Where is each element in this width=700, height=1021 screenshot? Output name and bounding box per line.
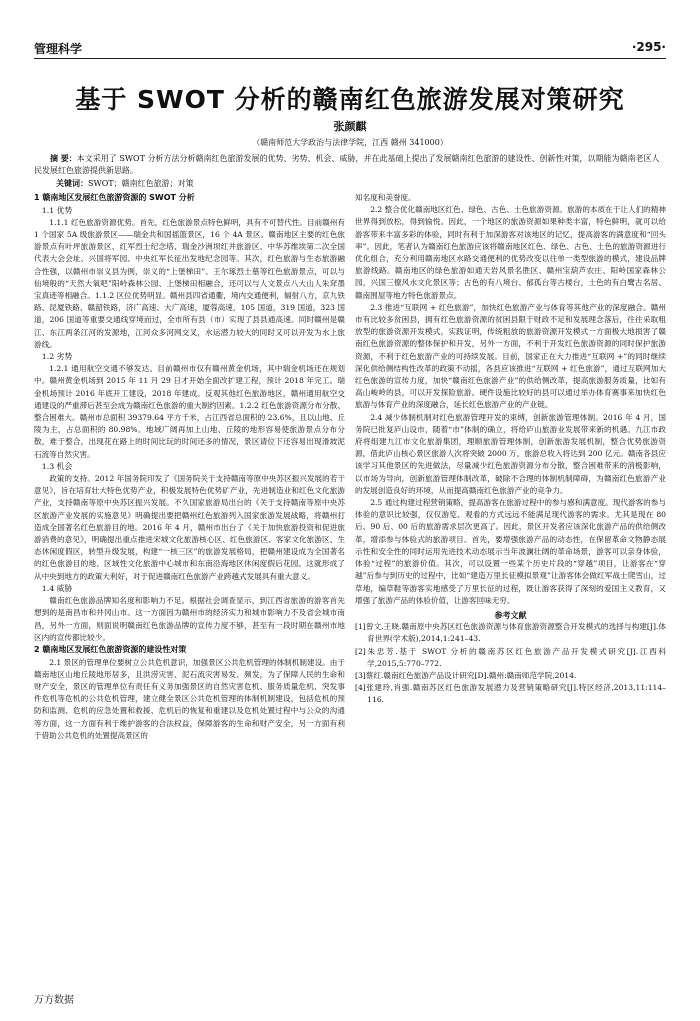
subsection-heading: 1.1 优势 (41, 205, 73, 215)
reference-item (355, 646, 666, 670)
reference-text: 曾文,王晓.赣南原中央苏区红色旅游资源与体育旅游资源整合开发模式的选择与构建[J].体育世界(学术版),2014,1:241–43. (365, 622, 666, 644)
abstract (34, 152, 666, 177)
author-name: 张颜麒 (333, 120, 367, 133)
references-heading: 参考文献 (494, 609, 527, 620)
reference-text: 朱忠芳.基于 SWOT 分析的赣南苏区红色旅游产品开发模式研究[J].江西科学,2015,5:770–772. (365, 646, 666, 668)
page-number: ·295· (631, 40, 666, 54)
reference-text: 蔡红.赣南红色旅游产品设计研究[D].赣州:赣南师范学院,2014. (365, 670, 577, 680)
keywords (56, 178, 194, 189)
keywords-label: 关键词： (56, 178, 88, 188)
section-heading: 2 赣南地区发展红色旅游资源的建设性对策 (34, 644, 187, 654)
keywords-text: SWOT；赣南红色旅游；对策 (88, 179, 194, 188)
article-title: 基于 SWOT 分析的赣南红色旅游发展对策研究 (75, 85, 625, 114)
author-affiliation: （赣南师范大学政治与法律学院，江西 赣州 341000） (252, 138, 448, 147)
subsection-heading: 1.2 劣势 (41, 352, 73, 362)
abstract-text: 本文采用了 SWOT 分析方法分析赣南红色旅游发展的优势、劣势、机会、威胁，并在此基础上提出了发展赣南红色旅游的建设性、创新性对策，以期能为赣南老区人民发展红色旅游提供新思路。 (34, 154, 660, 175)
reference-index: [3] (355, 670, 366, 680)
body-paragraph: 2.3 推进“互联网 + 红色旅游”，加快红色旅游产业与体育等其他产业的深度融合。赣州市有比较多贫困县，拥有红色旅游资源的贫困县限于财政不足和发展理念落后，往往采取粗放型的旅游资源开发模式，实践证明，传统粗放的旅游资源开发模式一方面极大地损害了赣南红色旅游资源的整体保护和开发，另外一方面，不利于开发红色旅游资源的同时保护旅游资源，不利于红色旅游产业的可持续发展。目前，国家正在大力推进“互联网 +”的同时继续深化供给侧结构性改革的政策不动摇，各县应该推进“互联网 + 红色旅游”，通过互联网加大红色旅游的宣传力度，加快“赣南红色旅游产业”的供给侧改革，提高旅游服务质量，比如有高山峻岭的县，可以开发探险旅游。硬件设施比较好的县可以通过举办体育赛事来加快红色旅游与体育产业的深度融合，延长红色旅游产业的产业链。 (355, 302, 666, 410)
running-header (34, 40, 666, 59)
body-paragraph: 2.4 减少体制机制对红色旅游管理开发的束缚，创新旅游管理体制。2016 年 4 月，国务院已批复庐山设市，随着“市”体制的确立，将给庐山旅游业发展带来新的机遇。九江市政府将组建九江市文化旅游集团，理顺旅游管理体制，创新旅游发展机制，整合优势旅游资源，借此庐山核心景区旅游人次将突破 2000 万，旅游总收入将达到 200 亿元。赣南各县应该学习其他景区的先进做法，尽量减少红色旅游资源分布分散，整合困难带来的消极影响，以市场为导向，创新旅游管理体制改革，破除不合理的体制机制障碍，为赣南红色旅游产业的发展创造良好的环境，从而提高赣南红色旅游产业的竞争力。 (355, 412, 666, 495)
body-paragraph: 1.1.1 红色旅游资源优势。首先，红色旅游景点特色鲜明，具有不可替代性。目前赣州有 1 个国家 5A 级旅游景区——瑞金共和国摇篮景区，16 个 4A 景区。赣南地区主要的红色旅游景点有叶坪旅游景区、红军烈士纪念塔、瑞金沙洲坝红井旅游区、中华苏维埃第二次全国代表大会会址、兴国将军园、中央红军长征出发地纪念园等。其次，红色旅游与生态旅游融合性强，以赣州市崇义县为例，崇义的“上堡梯田”、王尔琢烈士墓等红色旅游景点，可以与仙境般的“天然大氧吧”阳岭森林公园、上堡梯田相融合，还可以与人文景点八大山人朱耷墨宝真迹等相融合。1.1.2 区位优势明显。赣州县四省通衢，境内交通便利，辐射八方，京九铁路、昆厦铁路、赣韶铁路，济广高速、大广高速，厦蓉高速，105 国道，319 国道，323 国道，206 国道等重要交通线穿境而过，全市所有县（市）实现了县县通高速。同时赣州是赣江、东江两条江河的发源地，江河众多河网交叉，水运潜力较大的同时又可以开发为水上旅游线。 (34, 217, 345, 349)
subsection-heading: 1.4 威胁 (41, 583, 73, 593)
abstract-label: 摘 要： (50, 153, 77, 163)
body-paragraph: 知名度和美誉度。 (355, 193, 416, 202)
reference-item (355, 621, 666, 645)
body-paragraph: 2.5 通过构建过程营销策略，提高游客在旅游过程中的参与感和满意度。现代游客的参与体验的意识比较强，仅仅游览、观看的方式远远不能满足现代游客的需求。尤其是现在 80 后、90 后、00 后的旅游需求层次更高了。因此，景区开发者应该深化旅游产品的供给侧改革，增添参与体验式的旅游项目。首先，要增强旅游产品的动态性，在保留革命文物静态展示性和安全性的同时运用先进技术动态展示当年波澜壮阔的革命场景，游客可以亲身体验，体验“过程”的旅游价值。其次，可以设置一些某个历史片段的“穿越”项目，让游客在“穿越”后参与到历史的过程中，比如“建造万里长征模拟景观”让游客体会做红军战士爬雪山，过草地，编草鞋等游客实地感受了万里长征的过程，既让游客获得了深刻的爱国主义教育，又增强了旅游产品的体验价值，让游客回味无穷。 (355, 498, 666, 605)
body-paragraph: 政策的支持。2012 年国务院印发了《国务院关于支持赣南等原中央苏区振兴发展的若干意见》，旨在培育壮大特色优势产业，积极发展特色优势矿产业，先进制造业和红色文化旅游产业，支持赣南等原中央苏区振兴发展。不久国家旅游局出台的《关于支持赣南等原中央苏区旅游产业发展的实施意见》明确提出要把赣州红色旅游列入国家旅游发展战略，将赣州打造成全国著名红色旅游目的地。2016 年 4 月，赣州市出台了《关于加快旅游投资和促进旅游消费的意见》，明确提出重点推进宋城文化旅游核心区、红色旅游区、客家文化旅游区、生态休闲度假区，转型升级发展，构建“一核三区”的旅游发展格局，把赣州建设成为全国著名的红色旅游目的地、区域性文化旅游中心城市和东南沿海地区休闲度假后花园。这就形成了从中央到地方的政策大利好，对于促进赣南红色旅游产业跨越式发展具有重大意义。 (34, 474, 345, 581)
body-paragraph: 2.2 整合优化赣南地区红色、绿色、古色、土色旅游资源。旅游的本质在于让人们的精神世界得到放松，得到愉悦。因此，一个地区的旅游资源如果种类丰富，特色鲜明，就可以给游客带来丰富多彩的体验，同时有利于加深游客对该地区的记忆，提高游客的满意度和“回头率”。因此，笔者认为赣南红色旅游应该将赣南地区红色、绿色、古色、土色的旅游资源进行优化组合，充分利用赣南地区水路交通便利的优势改变以往单一类型旅游的模式，建设品牌旅游线路。赣南地区的绿色旅游如通天岩风景名胜区、赣州宝葫芦农庄、阳岭国家森林公园，兴国三僚风水文化景区等；古色的有八境台、郁孤台等古楼台，土色的有白鹭古名居、赣南围屋等地方特色旅游景点。 (355, 205, 666, 300)
reference-index: [1] (355, 622, 366, 632)
reference-item (355, 670, 666, 682)
reference-item (355, 682, 666, 706)
body-paragraph: 赣南红色旅游品牌知名度和影响力不足。根据社会调查显示，到江西省旅游的游客首先想到的是南昌市和井冈山市。这一方面因为赣州市的经济实力和城市影响力不及省会城市南昌，另外一方面，则面说明赣南红色旅游品牌的宣传力度不够，甚至有一段时期在赣州市地区内的宣传都比较少。 (34, 596, 345, 642)
footer-watermark: 万方数据 (34, 995, 74, 1006)
body-paragraph: 1.2.1 通用航空交通不够发达。目前赣州市仅有赣州黄金机场，其中瑞金机场还在规划中。赣州黄金机场到 2015 年 11 月 29 日才开始全面改扩建工程，预计 2018 年完工。瑞金机场预计 2016 年底开工建设，2018 年建成。反观其他红色旅游地区，赣州通用航空交通建设的严重滞后甚至会成为赣南红色旅游的重大制约因素。1.2.2 红色旅游资源分布分散、整合困难大。赣州市总面积 39379.64 平方千米，占江西省总面积的 23.6%，且以山地、丘陵为主，占总面积的 80.98%。地域广阔再加上山地、丘陵的地形容易使旅游景点分布分散，难于整合，出现花在路上的时间比玩的时间还多的情况，景区请位下还容易出现滑坡泥石流等自然灾害。 (34, 364, 345, 459)
left-column (34, 192, 345, 742)
reference-index: [2] (355, 646, 366, 656)
reference-index: [4] (355, 683, 366, 693)
journal-section: 管理科学 (34, 42, 83, 56)
reference-text: 张建玲,肖强.赣南苏区红色旅游发展潜力及营销策略研究[J].特区经济,2013,11:114–116. (365, 683, 666, 705)
right-column (355, 192, 666, 707)
section-heading: 1 赣南地区发展红色旅游资源的 SWOT 分析 (34, 193, 195, 202)
body-paragraph: 2.1 景区的管理单位要树立公共危机意识，加强景区公共危机管理的体制机制建设。由于赣南地区山地丘陵地形居多，且洪涝灾害、泥石流灾害易发、频发，为了保障人民的生命和财产安全，景区的管理单位有责任有义务加强景区的自然灾害危机、服务质量危机、突发事件危机等危机的公共危机管理，建立健全景区公共危机管理的体制机制建设，包括危机的预防和监测、危机的应急处置和救援、危机后的恢复和重建以及危机处置过程中与公众的沟通等方面，这一方面有利于维护游客的合法权益，保障游客的生命和财产安全，另一方面有利于借助公共危机的处置提高景区的 (34, 657, 345, 740)
subsection-heading: 1.3 机会 (41, 461, 73, 471)
